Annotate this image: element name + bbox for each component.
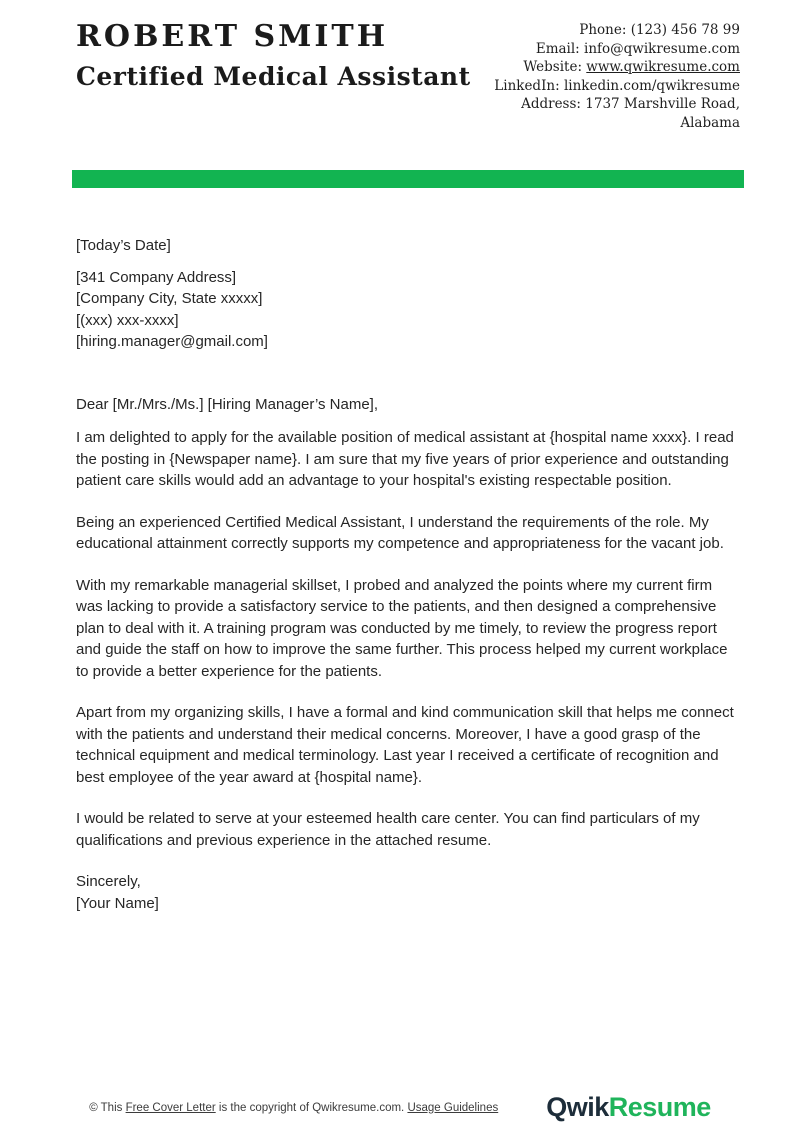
- recipient-line: [Company City, State xxxxx]: [76, 290, 263, 307]
- contact-phone: [494, 21, 740, 40]
- website-label: Website:: [523, 59, 582, 75]
- copyright-text: [89, 1102, 498, 1114]
- free-cover-letter-link[interactable]: Free Cover Letter: [125, 1101, 216, 1114]
- contact-website: [494, 58, 740, 77]
- body-paragraph-2: Being an experienced Certified Medical Assistant, I understand the requirements of the role. My educational attainment correctly supports my competence and appropriateness for the vacant job.: [76, 513, 724, 552]
- name-block: [76, 18, 471, 94]
- phone-value: (123) 456 78 99: [630, 22, 740, 38]
- salutation: Dear [Mr./Mrs./Ms.] [Hiring Manager’s Name],: [76, 395, 379, 413]
- linkedin-label: LinkedIn:: [494, 77, 560, 94]
- closing: Sincerely,: [76, 873, 141, 890]
- body-paragraph-1: I am delighted to apply for the available position of medical assistant at {hospital name xxxx}. I read the posting in {Newspaper name}. I am sure that my five years of prior experience and outstanding patient care skills would add an advantage to your hospital's existing respectable position.: [76, 429, 734, 489]
- recipient-address: [76, 267, 742, 353]
- contact-block: [494, 18, 740, 132]
- letter-body: [0, 188, 800, 914]
- copyright-prefix: © This: [89, 1101, 126, 1114]
- website-link[interactable]: www.qwikresume.com: [586, 59, 740, 75]
- footer: [0, 1092, 800, 1123]
- body-paragraph-4: Apart from my organizing skills, I have a formal and kind communication skill that helps me connect with the patients and understand their medical concerns. Moreover, I have a good grasp of the technical equipment and medical terminology. Last year I received a certificate of recognition and best employee of the year award at {hospital name}.: [76, 704, 734, 786]
- address-value: 1737 Marshville Road,: [585, 96, 740, 112]
- header: [0, 0, 800, 132]
- usage-guidelines-link[interactable]: Usage Guidelines: [407, 1101, 499, 1114]
- contact-email: [494, 40, 740, 59]
- closing-block: [76, 871, 742, 914]
- email-label: Email:: [535, 40, 580, 57]
- signature: [Your Name]: [76, 894, 159, 912]
- recipient-line: [hiring.manager@gmail.com]: [76, 333, 268, 350]
- logo-resume: Resume: [608, 1092, 711, 1122]
- job-title: Certified Medical Assistant: [76, 62, 471, 91]
- recipient-line: [341 Company Address]: [76, 268, 237, 286]
- address-value-2: Alabama: [680, 114, 740, 131]
- linkedin-value: linkedin.com/qwikresume: [563, 77, 740, 94]
- address-label: Address:: [521, 96, 581, 112]
- logo-qwik: Qwik: [546, 1092, 609, 1122]
- body-paragraph-3: With my remarkable managerial skillset, I probed and analyzed the points where my current firm was lacking to provide a satisfactory service to the patients, and then designed a comprehensive plan to deal with it. A training program was conducted by me timely, to review the progress report and guide the staff on how to improve the same further. This process helped my current workplace to provide a better experience for the patients.: [76, 576, 728, 680]
- green-divider-bar: [72, 170, 744, 188]
- contact-linkedin: [494, 77, 740, 96]
- phone-label: Phone:: [579, 22, 627, 38]
- contact-address: [494, 95, 740, 114]
- page-title: ROBERT SMITH: [76, 19, 389, 54]
- email-value: info@qwikresume.com: [584, 40, 740, 57]
- copyright-middle: is the copyright of Qwikresume.com.: [215, 1101, 408, 1114]
- qwikresume-logo[interactable]: [546, 1092, 711, 1123]
- letter-date: [Today’s Date]: [76, 237, 171, 254]
- body-paragraph-5: I would be related to serve at your esteemed health care center. You can find particulars of my qualifications and previous experience in the attached resume.: [76, 810, 700, 849]
- contact-address-2: [494, 114, 740, 133]
- recipient-line: [(xxx) xxx-xxxx]: [76, 311, 179, 329]
